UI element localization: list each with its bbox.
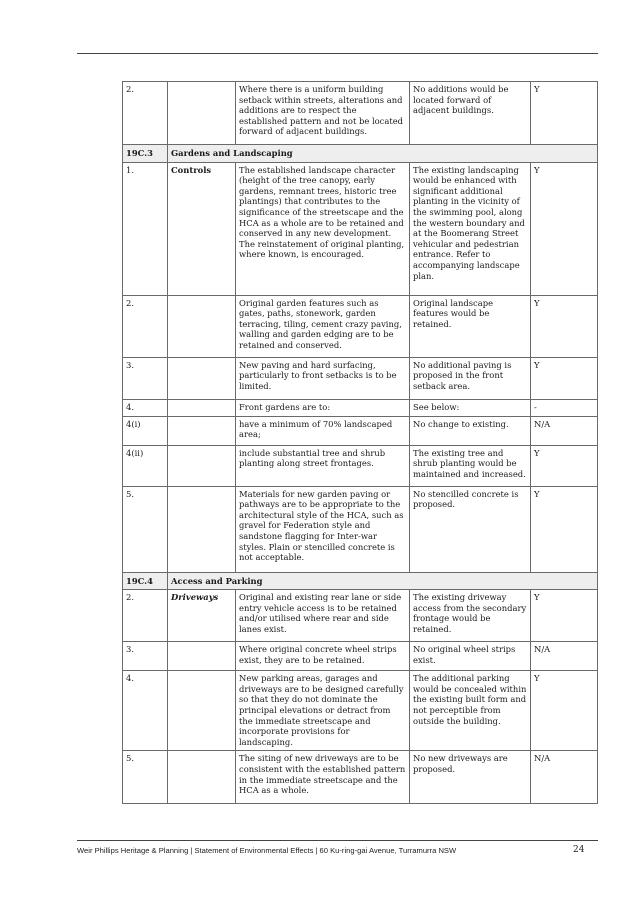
row-label: Driveways: [168, 590, 236, 642]
table-row: [123, 82, 598, 145]
row-label: [168, 486, 236, 572]
complies-value: Y: [531, 82, 598, 145]
row-number: 4.: [123, 399, 168, 416]
row-label: [168, 445, 236, 486]
row-number: 4.: [123, 671, 168, 751]
row-number: 3.: [123, 357, 168, 399]
row-number: 3.: [123, 642, 168, 671]
complies-value: Y: [531, 590, 598, 642]
row-label: [168, 357, 236, 399]
row-label: [168, 295, 236, 357]
control-text: Where original concrete wheel strips exist, they are to be retained.: [236, 642, 410, 671]
complies-value: Y: [531, 295, 598, 357]
row-number: 2.: [123, 295, 168, 357]
table-row: [123, 671, 598, 751]
complies-value: Y: [531, 445, 598, 486]
control-text: The siting of new driveways are to be consistent with the established pattern in the immediate streetscape and the HCA as a whole.: [236, 751, 410, 804]
control-text: Front gardens are to:: [236, 399, 410, 416]
row-number: 4(i): [123, 416, 168, 445]
control-text: Original and existing rear lane or side entry vehicle access is to be retained and/or utilised where rear and side lanes exist.: [236, 590, 410, 642]
row-number: 4(ii): [123, 445, 168, 486]
row-label: Controls: [168, 162, 236, 295]
table-row: [123, 751, 598, 804]
row-label: [168, 751, 236, 804]
response-text: No change to existing.: [410, 416, 531, 445]
table-row: [123, 416, 598, 445]
table-row: [123, 590, 598, 642]
response-text: The additional parking would be concealed within the existing built form and not perceptible from outside the building.: [410, 671, 531, 751]
table-row: [123, 486, 598, 572]
response-text: See below:: [410, 399, 531, 416]
footer-text: Weir Phillips Heritage & Planning | Statement of Environmental Effects | 60 Ku-ring-gai Avenue, Turramurra NSW: [77, 846, 457, 855]
complies-value: N/A: [531, 642, 598, 671]
header-rule: [77, 53, 598, 54]
row-number: 2.: [123, 590, 168, 642]
response-text: No additions would be located forward of adjacent buildings.: [410, 82, 531, 145]
section-number: 19C.3: [123, 145, 168, 163]
control-text: New parking areas, garages and driveways are to be designed carefully so that they do not dominate the principal elevations or detract from the immediate streetscape and incorporate provisions for landscaping.: [236, 671, 410, 751]
row-number: 5.: [123, 486, 168, 572]
response-text: Original landscape features would be retained.: [410, 295, 531, 357]
compliance-table: [122, 81, 598, 804]
response-text: The existing tree and shrub planting would be maintained and increased.: [410, 445, 531, 486]
section-header-row: [123, 145, 598, 163]
control-text: Where there is a uniform building setback within streets, alterations and additions are to respect the established pattern and not be located forward of adjacent buildings.: [236, 82, 410, 145]
response-text: No new driveways are proposed.: [410, 751, 531, 804]
section-title: Access and Parking: [168, 572, 598, 590]
row-label: [168, 642, 236, 671]
table-row: [123, 399, 598, 416]
control-text: The established landscape character (height of the tree canopy, early gardens, remnant trees, historic tree plantings) that contributes to the significance of the streetscape and the HCA as a whole are to be retained and conserved in any new development. The reinstatement of original planting, where known, is encouraged.: [236, 162, 410, 295]
section-title: Gardens and Landscaping: [168, 145, 598, 163]
footer-rule: [77, 840, 598, 841]
row-label: [168, 416, 236, 445]
row-number: 5.: [123, 751, 168, 804]
table-row: [123, 357, 598, 399]
row-label: [168, 399, 236, 416]
complies-value: Y: [531, 357, 598, 399]
response-text: No additional paving is proposed in the front setback area.: [410, 357, 531, 399]
row-label: [168, 671, 236, 751]
row-number: 1.: [123, 162, 168, 295]
table-row: [123, 295, 598, 357]
table-row: [123, 642, 598, 671]
row-label: [168, 82, 236, 145]
control-text: include substantial tree and shrub planting along street frontages.: [236, 445, 410, 486]
table-row: [123, 445, 598, 486]
complies-value: N/A: [531, 751, 598, 804]
response-text: The existing landscaping would be enhanced with significant additional planting in the vicinity of the swimming pool, along the western boundary and at the Boomerang Street vehicular and pedestrian entrance. Refer to accompanying landscape plan.: [410, 162, 531, 295]
section-number: 19C.4: [123, 572, 168, 590]
control-text: Original garden features such as gates, paths, stonework, garden terracing, tiling, cement crazy paving, walling and garden edging are to be retained and conserved.: [236, 295, 410, 357]
table-row: [123, 162, 598, 295]
section-header-row: [123, 572, 598, 590]
response-text: The existing driveway access from the secondary frontage would be retained.: [410, 590, 531, 642]
complies-value: Y: [531, 486, 598, 572]
response-text: No original wheel strips exist.: [410, 642, 531, 671]
control-text: Materials for new garden paving or pathways are to be appropriate to the architectural style of the HCA, such as gravel for Federation style and sandstone flagging for Inter-war styles. Plain or stencilled concrete is not acceptable.: [236, 486, 410, 572]
complies-value: -: [531, 399, 598, 416]
complies-value: Y: [531, 671, 598, 751]
page-number: 24: [573, 845, 585, 855]
row-number: 2.: [123, 82, 168, 145]
complies-value: Y: [531, 162, 598, 295]
control-text: New paving and hard surfacing, particularly to front setbacks is to be limited.: [236, 357, 410, 399]
response-text: No stencilled concrete is proposed.: [410, 486, 531, 572]
complies-value: N/A: [531, 416, 598, 445]
control-text: have a minimum of 70% landscaped area;: [236, 416, 410, 445]
